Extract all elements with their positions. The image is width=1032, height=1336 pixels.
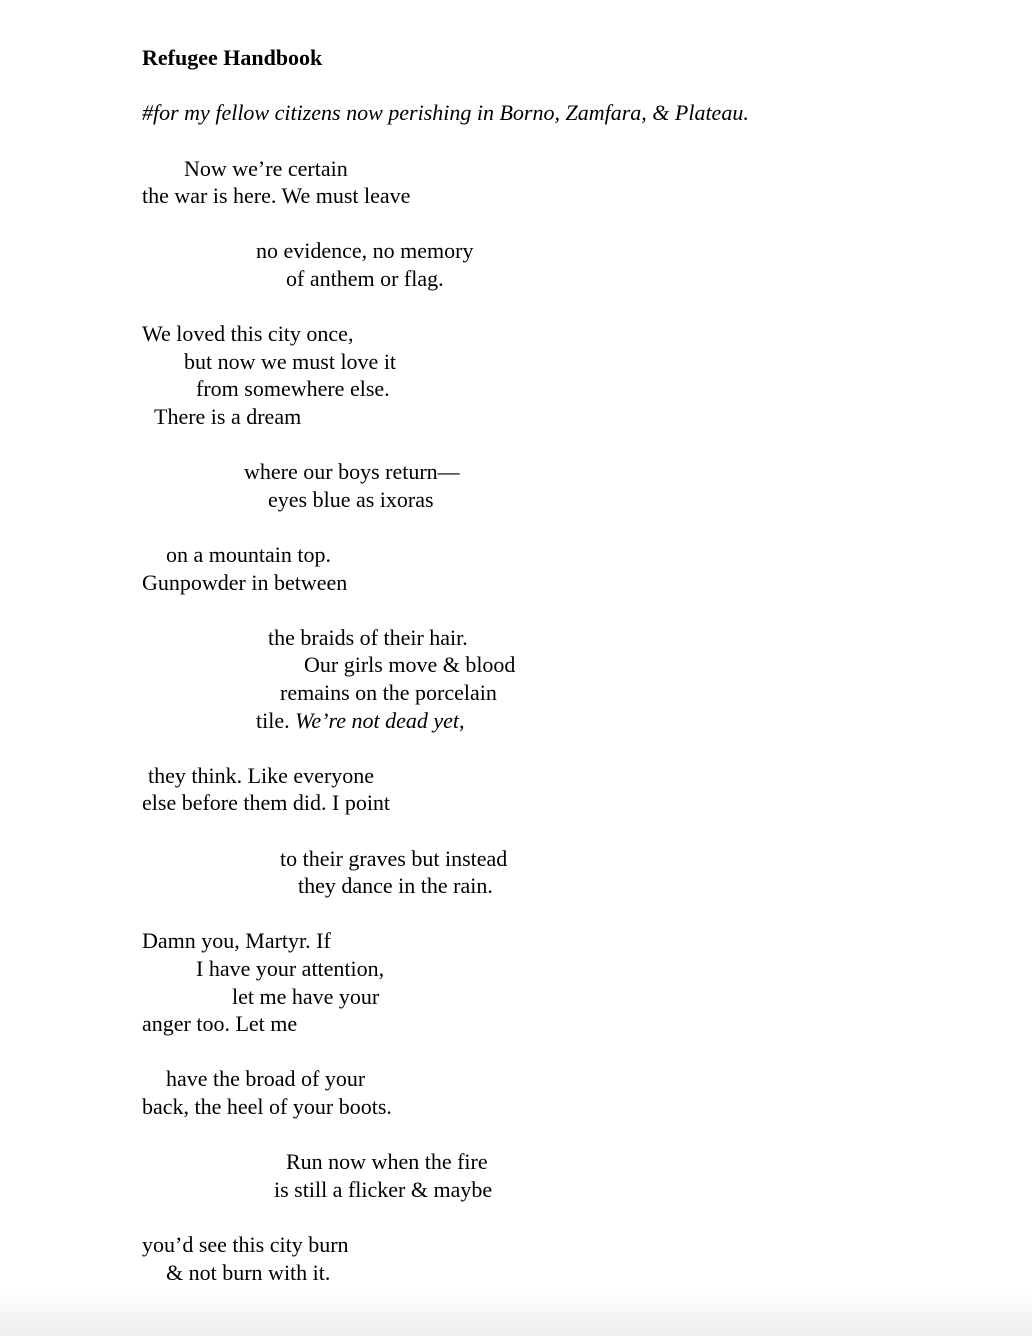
poem-line: you’d see this city burn bbox=[142, 1232, 349, 1257]
poem-line: There is a dream bbox=[154, 404, 302, 429]
poem-line-roman: tile. bbox=[256, 708, 296, 733]
poem-line: but now we must love it bbox=[184, 349, 397, 374]
poem-line: remains on the porcelain bbox=[280, 680, 497, 705]
poem-line: they dance in the rain. bbox=[298, 873, 493, 898]
poem-line: on a mountain top. bbox=[166, 542, 331, 567]
poem-line: the war is here. We must leave bbox=[142, 183, 411, 208]
poem-line: & not burn with it. bbox=[166, 1260, 331, 1285]
poem-line: Our girls move & blood bbox=[304, 652, 516, 677]
poem-line: Gunpowder in between bbox=[142, 570, 348, 595]
dedication: #for my fellow citizens now perishing in Borno, Zamfara, & Plateau. bbox=[142, 100, 749, 125]
poem-line: from somewhere else. bbox=[196, 376, 390, 401]
poem-line: they think. Like everyone bbox=[148, 763, 375, 788]
poem-title: Refugee Handbook bbox=[142, 45, 323, 70]
poem-line: of anthem or flag. bbox=[286, 266, 444, 291]
page-bottom-shadow bbox=[0, 1286, 1032, 1336]
poem-line: else before them did. I point bbox=[142, 790, 391, 815]
poem-line: eyes blue as ixoras bbox=[268, 487, 434, 512]
poem-line: Run now when the fire bbox=[286, 1149, 488, 1174]
poem-line: Now we’re certain bbox=[184, 156, 348, 181]
poem-line: no evidence, no memory bbox=[256, 238, 474, 263]
poem-line: is still a flicker & maybe bbox=[274, 1177, 493, 1202]
poem-line: back, the heel of your boots. bbox=[142, 1094, 392, 1119]
poem-line: the braids of their hair. bbox=[268, 625, 468, 650]
poem-line: have the broad of your bbox=[166, 1066, 366, 1091]
poem-line: where our boys return— bbox=[244, 459, 460, 484]
poem-line: I have your attention, bbox=[196, 956, 385, 981]
poem-line: Damn you, Martyr. If bbox=[142, 928, 331, 953]
poem-line-italic: We’re not dead yet, bbox=[295, 708, 465, 733]
poem-line: We loved this city once, bbox=[142, 321, 354, 346]
poem-line: anger too. Let me bbox=[142, 1011, 298, 1036]
poem-line: let me have your bbox=[232, 984, 380, 1009]
poem-line: to their graves but instead bbox=[280, 846, 508, 871]
poem-line bbox=[256, 708, 465, 734]
